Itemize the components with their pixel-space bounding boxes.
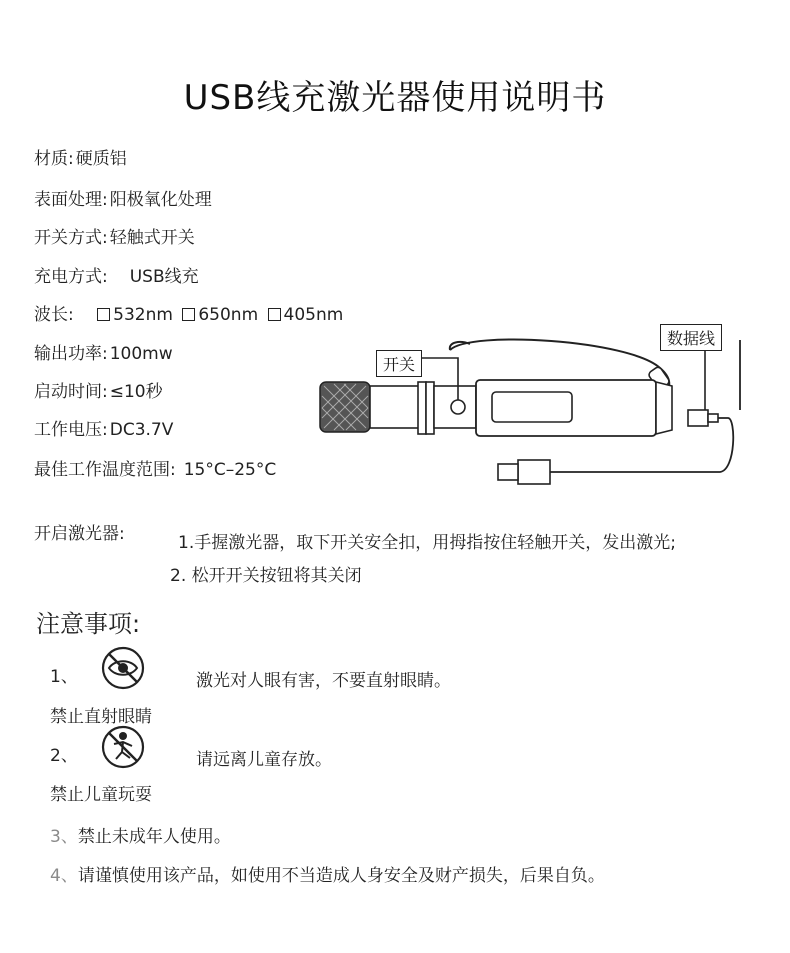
spec-startup xyxy=(34,377,163,402)
cable-callout: 数据线 xyxy=(660,324,722,351)
note-2-caption: 禁止儿童玩耍 xyxy=(50,785,152,805)
switch-callout: 开关 xyxy=(376,350,422,377)
spec-power xyxy=(34,339,173,364)
operation-step-1: 1.手握激光器，取下开关安全扣，用拇指按住轻触开关，发出激光; xyxy=(178,533,676,553)
note-1-caption: 禁止直射眼睛 xyxy=(50,707,152,727)
note-3-number: 3、 xyxy=(50,827,78,847)
operation-step-2: 2. 松开开关按钮将其关闭 xyxy=(170,566,362,586)
wavelength-option: 532nm xyxy=(113,305,173,325)
spec-temperature xyxy=(34,455,276,480)
wavelength-option: 405nm xyxy=(283,305,344,325)
spec-value: 轻触式开关 xyxy=(109,228,195,248)
note-3-text: 禁止未成年人使用。 xyxy=(77,827,231,847)
spec-switch xyxy=(34,223,195,248)
spec-label: 最佳工作温度范围: xyxy=(34,460,176,480)
checkbox-icon xyxy=(97,308,110,321)
checkbox-icon xyxy=(268,308,281,321)
spec-label: 开关方式: xyxy=(34,228,108,248)
spec-label: 材质: xyxy=(34,149,74,169)
spec-value: DC3.7V xyxy=(109,420,174,440)
spec-charging xyxy=(34,262,199,287)
spec-value: 阳极氧化处理 xyxy=(109,190,212,210)
spec-label: 启动时间: xyxy=(34,382,108,402)
spec-label: 输出功率: xyxy=(34,344,108,364)
page-title: USB线充激光器使用说明书 xyxy=(183,78,607,118)
spec-label: 充电方式: xyxy=(34,267,108,287)
note-1-number: 1、 xyxy=(50,667,78,687)
operation-label: 开启激光器: xyxy=(34,524,125,544)
spec-label: 表面处理: xyxy=(34,190,108,210)
note-4-number: 4、 xyxy=(50,866,78,886)
note-4-text: 请谨慎使用该产品，如使用不当造成人身安全及财产损失，后果自负。 xyxy=(77,866,605,886)
laser-pointer-diagram xyxy=(300,320,780,490)
note-2-number: 2、 xyxy=(50,746,78,766)
note-3 xyxy=(50,822,231,847)
wavelength-option: 650nm xyxy=(198,305,259,325)
spec-label: 工作电压: xyxy=(34,420,108,440)
note-1-text: 激光对人眼有害，不要直射眼睛。 xyxy=(196,671,451,691)
spec-voltage xyxy=(34,415,173,440)
spec-material xyxy=(34,144,127,169)
spec-surface xyxy=(34,185,212,210)
spec-label: 波长: xyxy=(34,305,74,325)
spec-value: 15°C–25°C xyxy=(183,460,277,480)
spec-value: ≤10秒 xyxy=(109,382,163,402)
no-eye-exposure-icon xyxy=(100,645,146,691)
note-2-text: 请远离儿童存放。 xyxy=(196,750,332,770)
note-4 xyxy=(50,861,605,886)
checkbox-icon xyxy=(182,308,195,321)
spec-wavelength xyxy=(34,300,343,325)
spec-value: 硬质铝 xyxy=(75,149,127,169)
spec-value: USB线充 xyxy=(129,267,199,287)
no-children-icon xyxy=(100,724,146,770)
notes-title: 注意事项: xyxy=(36,610,141,638)
spec-value: 100mw xyxy=(109,344,173,364)
